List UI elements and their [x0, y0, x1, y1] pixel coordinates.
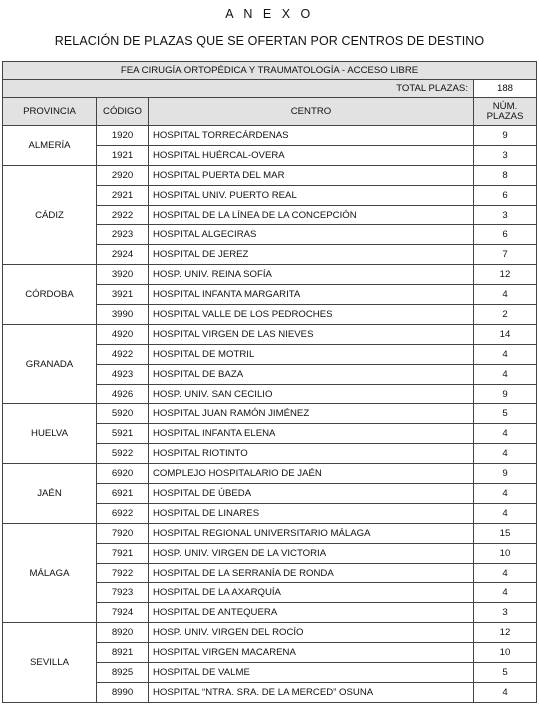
centro-cell: HOSPITAL DE ÚBEDA [149, 484, 474, 504]
total-label: TOTAL PLAZAS: [3, 80, 474, 98]
plazas-table [2, 61, 537, 703]
plazas-cell: 4 [474, 484, 537, 504]
plazas-cell: 9 [474, 126, 537, 146]
codigo-cell: 7921 [97, 543, 149, 563]
codigo-cell: 7920 [97, 523, 149, 543]
centro-cell: HOSP. UNIV. SAN CECILIO [149, 384, 474, 404]
codigo-cell: 5921 [97, 424, 149, 444]
total-row [3, 80, 537, 98]
centro-cell: HOSPITAL DE ANTEQUERA [149, 603, 474, 623]
codigo-cell: 1920 [97, 126, 149, 146]
centro-cell: HOSPITAL VIRGEN DE LAS NIEVES [149, 324, 474, 344]
centro-cell: HOSPITAL DE LINARES [149, 503, 474, 523]
codigo-cell: 2924 [97, 245, 149, 265]
plazas-cell: 9 [474, 464, 537, 484]
codigo-cell: 1921 [97, 145, 149, 165]
plazas-cell: 6 [474, 185, 537, 205]
codigo-cell: 4923 [97, 364, 149, 384]
centro-cell: HOSPITAL DE LA AXARQUÍA [149, 583, 474, 603]
table-row [3, 523, 537, 543]
header-row [3, 98, 537, 126]
header-num-plazas-line1: NÚM. [492, 100, 518, 112]
codigo-cell: 2923 [97, 225, 149, 245]
provincia-cell: GRANADA [3, 324, 97, 404]
table-row [3, 126, 537, 146]
header-num-plazas [474, 98, 537, 126]
header-provincia: PROVINCIA [3, 98, 97, 126]
plazas-cell: 4 [474, 503, 537, 523]
centro-cell: HOSPITAL ALGECIRAS [149, 225, 474, 245]
plazas-cell: 4 [474, 682, 537, 702]
plazas-cell: 4 [474, 285, 537, 305]
codigo-cell: 8921 [97, 643, 149, 663]
plazas-cell: 5 [474, 404, 537, 424]
plazas-cell: 5 [474, 663, 537, 683]
document-title: A N E X O [225, 7, 314, 21]
provincia-cell: CÁDIZ [3, 165, 97, 264]
plazas-table-body [3, 62, 537, 703]
centro-cell: HOSPITAL DE LA SERRANÍA DE RONDA [149, 563, 474, 583]
specialty-row [3, 62, 537, 80]
header-num-plazas-line2: PLAZAS [486, 110, 524, 122]
plazas-cell: 8 [474, 165, 537, 185]
header-centro: CENTRO [149, 98, 474, 126]
header-codigo: CÓDIGO [97, 98, 149, 126]
codigo-cell: 6920 [97, 464, 149, 484]
codigo-cell: 2920 [97, 165, 149, 185]
centro-cell: HOSPITAL “NTRA. SRA. DE LA MERCED” OSUNA [149, 682, 474, 702]
centro-cell: HOSPITAL HUÉRCAL-OVERA [149, 145, 474, 165]
codigo-cell: 5920 [97, 404, 149, 424]
plazas-cell: 12 [474, 265, 537, 285]
codigo-cell: 3990 [97, 305, 149, 325]
centro-cell: HOSPITAL JUAN RAMÓN JIMÉNEZ [149, 404, 474, 424]
codigo-cell: 5922 [97, 444, 149, 464]
table-row [3, 324, 537, 344]
plazas-cell: 7 [474, 245, 537, 265]
codigo-cell: 8925 [97, 663, 149, 683]
plazas-cell: 3 [474, 145, 537, 165]
table-row [3, 165, 537, 185]
specialty-title: FEA CIRUGÍA ORTOPÉDICA Y TRAUMATOLOGÍA - ACCESO LIBRE [3, 62, 537, 80]
table-row [3, 623, 537, 643]
centro-cell: HOSPITAL INFANTA MARGARITA [149, 285, 474, 305]
centro-cell: HOSPITAL VIRGEN MACARENA [149, 643, 474, 663]
codigo-cell: 2921 [97, 185, 149, 205]
table-row [3, 265, 537, 285]
centro-cell: HOSPITAL PUERTA DEL MAR [149, 165, 474, 185]
provincia-cell: JAÉN [3, 464, 97, 524]
plazas-cell: 14 [474, 324, 537, 344]
table-row [3, 404, 537, 424]
plazas-cell: 6 [474, 225, 537, 245]
codigo-cell: 8920 [97, 623, 149, 643]
centro-cell: HOSPITAL UNIV. PUERTO REAL [149, 185, 474, 205]
plazas-cell: 4 [474, 563, 537, 583]
centro-cell: HOSPITAL REGIONAL UNIVERSITARIO MÁLAGA [149, 523, 474, 543]
plazas-cell: 3 [474, 603, 537, 623]
total-value: 188 [474, 80, 537, 98]
plazas-cell: 4 [474, 344, 537, 364]
centro-cell: HOSP. UNIV. VIRGEN DEL ROCÍO [149, 623, 474, 643]
plazas-cell: 2 [474, 305, 537, 325]
centro-cell: HOSPITAL RIOTINTO [149, 444, 474, 464]
provincia-cell: ALMERÍA [3, 126, 97, 166]
codigo-cell: 4926 [97, 384, 149, 404]
centro-cell: HOSPITAL DE JEREZ [149, 245, 474, 265]
table-row [3, 464, 537, 484]
provincia-cell: SEVILLA [3, 623, 97, 703]
plazas-cell: 4 [474, 364, 537, 384]
plazas-cell: 3 [474, 205, 537, 225]
centro-cell: HOSPITAL DE BAZA [149, 364, 474, 384]
document-subtitle: RELACIÓN DE PLAZAS QUE SE OFERTAN POR CENTROS DE DESTINO [54, 34, 485, 48]
codigo-cell: 3921 [97, 285, 149, 305]
provincia-cell: HUELVA [3, 404, 97, 464]
centro-cell: HOSPITAL DE VALME [149, 663, 474, 683]
plazas-cell: 10 [474, 543, 537, 563]
codigo-cell: 6921 [97, 484, 149, 504]
centro-cell: HOSPITAL TORRECÁRDENAS [149, 126, 474, 146]
centro-cell: HOSPITAL DE LA LÍNEA DE LA CONCEPCIÓN [149, 205, 474, 225]
codigo-cell: 6922 [97, 503, 149, 523]
centro-cell: HOSPITAL INFANTA ELENA [149, 424, 474, 444]
centro-cell: HOSPITAL DE MOTRIL [149, 344, 474, 364]
provincia-cell: MÁLAGA [3, 523, 97, 622]
codigo-cell: 7923 [97, 583, 149, 603]
plazas-cell: 9 [474, 384, 537, 404]
plazas-cell: 15 [474, 523, 537, 543]
codigo-cell: 7924 [97, 603, 149, 623]
codigo-cell: 4920 [97, 324, 149, 344]
plazas-cell: 12 [474, 623, 537, 643]
codigo-cell: 2922 [97, 205, 149, 225]
codigo-cell: 7922 [97, 563, 149, 583]
codigo-cell: 3920 [97, 265, 149, 285]
plazas-cell: 4 [474, 444, 537, 464]
centro-cell: HOSPITAL VALLE DE LOS PEDROCHES [149, 305, 474, 325]
plazas-cell: 10 [474, 643, 537, 663]
centro-cell: HOSP. UNIV. REINA SOFÍA [149, 265, 474, 285]
codigo-cell: 8990 [97, 682, 149, 702]
plazas-cell: 4 [474, 424, 537, 444]
provincia-cell: CÓRDOBA [3, 265, 97, 325]
plazas-cell: 4 [474, 583, 537, 603]
centro-cell: HOSP. UNIV. VIRGEN DE LA VICTORIA [149, 543, 474, 563]
centro-cell: COMPLEJO HOSPITALARIO DE JAÉN [149, 464, 474, 484]
codigo-cell: 4922 [97, 344, 149, 364]
